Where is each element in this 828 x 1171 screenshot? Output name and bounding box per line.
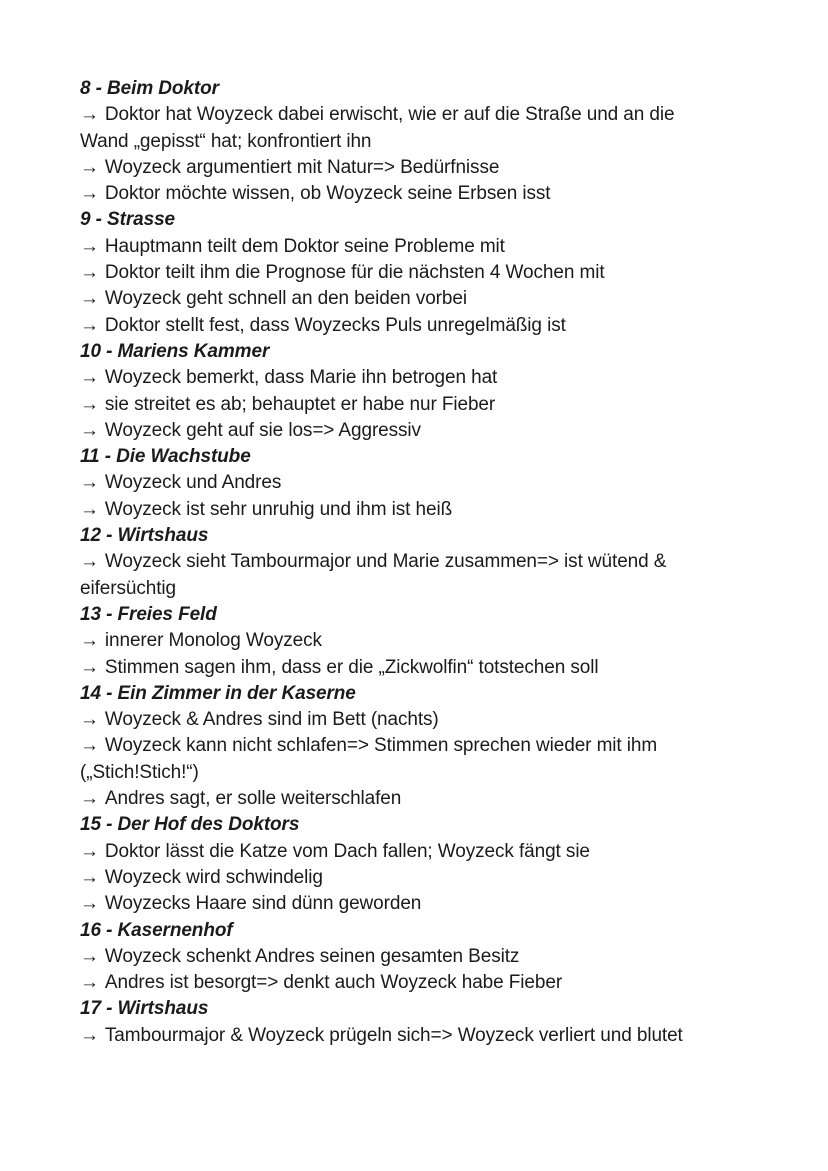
bullet-line — [80, 470, 721, 496]
arrow-bullet-icon: → — [80, 840, 99, 862]
bullet-line — [80, 155, 721, 181]
document-body — [80, 76, 721, 1049]
bullet-text: Woyzeck geht schnell an den beiden vorbei — [104, 288, 467, 310]
bullet-line — [80, 970, 721, 996]
bullet-line — [80, 733, 721, 786]
arrow-bullet-icon: → — [80, 104, 99, 126]
arrow-bullet-icon: → — [80, 972, 99, 994]
bullet-text: Stimmen sagen ihm, dass er die „Zickwolfin“ totstechen soll — [104, 656, 599, 678]
bullet-line — [80, 392, 721, 418]
arrow-bullet-icon: → — [80, 393, 99, 415]
arrow-bullet-icon: → — [80, 945, 99, 967]
arrow-bullet-icon: → — [80, 288, 99, 310]
bullet-text: Woyzeck geht auf sie los=> Aggressiv — [104, 419, 421, 441]
arrow-bullet-icon: → — [80, 709, 99, 731]
arrow-bullet-icon: → — [80, 419, 99, 441]
bullet-line — [80, 839, 721, 865]
scene-heading: 12 - Wirtshaus — [80, 525, 209, 547]
arrow-bullet-icon: → — [80, 183, 99, 205]
scene-heading: 13 - Freies Feld — [80, 603, 217, 625]
bullet-text: Woyzeck schenkt Andres seinen gesamten Besitz — [104, 945, 520, 967]
bullet-line — [80, 365, 721, 391]
arrow-bullet-icon: → — [80, 235, 99, 257]
bullet-line — [80, 655, 721, 681]
bullet-text: Doktor stellt fest, dass Woyzecks Puls unregelmäßig ist — [104, 314, 566, 336]
bullet-text: Doktor teilt ihm die Prognose für die nächsten 4 Wochen mit — [104, 262, 605, 284]
bullet-text: Doktor lässt die Katze vom Dach fallen; Woyzeck fängt sie — [104, 840, 590, 862]
bullet-text: Hauptmann teilt dem Doktor seine Probleme mit — [104, 235, 505, 257]
bullet-text: Andres sagt, er solle weiterschlafen — [104, 788, 402, 810]
arrow-bullet-icon: → — [80, 735, 99, 757]
bullet-line — [80, 497, 721, 523]
scene-heading: 14 - Ein Zimmer in der Kaserne — [80, 682, 356, 704]
bullet-text: Woyzeck bemerkt, dass Marie ihn betrogen hat — [104, 367, 498, 389]
arrow-bullet-icon: → — [80, 866, 99, 888]
arrow-bullet-icon: → — [80, 1024, 99, 1046]
bullet-text: Woyzeck argumentiert mit Natur=> Bedürfnisse — [104, 156, 500, 178]
arrow-bullet-icon: → — [80, 498, 99, 520]
bullet-line — [80, 707, 721, 733]
bullet-line — [80, 181, 721, 207]
bullet-line — [80, 286, 721, 312]
bullet-text: Woyzeck & Andres sind im Bett (nachts) — [104, 709, 439, 731]
scene-heading: 8 - Beim Doktor — [80, 78, 219, 99]
bullet-text: Woyzecks Haare sind dünn geworden — [104, 893, 422, 915]
arrow-bullet-icon: → — [80, 630, 99, 652]
scene-heading: 15 - Der Hof des Doktors — [80, 814, 300, 836]
scene-heading: 16 - Kasernenhof — [80, 919, 233, 941]
bullet-text: sie streitet es ab; behauptet er habe nur Fieber — [104, 393, 496, 415]
bullet-text: innerer Monolog Woyzeck — [104, 630, 322, 652]
scene-heading: 11 - Die Wachstube — [80, 446, 251, 468]
arrow-bullet-icon: → — [80, 472, 99, 494]
bullet-line — [80, 628, 721, 654]
bullet-text: Andres ist besorgt=> denkt auch Woyzeck habe Fieber — [104, 972, 563, 994]
bullet-line — [80, 418, 721, 444]
bullet-line — [80, 260, 721, 286]
bullet-text: Doktor hat Woyzeck dabei erwischt, wie er auf die Straße und an die Wand „gepisst“ hat; konfrontiert ihn — [80, 104, 675, 152]
bullet-text: Tambourmajor & Woyzeck prügeln sich=> Woyzeck verliert und blutet — [104, 1024, 683, 1046]
bullet-text: Woyzeck wird schwindelig — [104, 866, 323, 888]
bullet-text: Woyzeck ist sehr unruhig und ihm ist heiß — [104, 498, 453, 520]
arrow-bullet-icon: → — [80, 656, 99, 678]
scene-heading: 10 - Mariens Kammer — [80, 340, 270, 362]
bullet-line — [80, 549, 721, 602]
arrow-bullet-icon: → — [80, 314, 99, 336]
bullet-text: Woyzeck sieht Tambourmajor und Marie zusammen=> ist wütend & eifersüchtig — [80, 551, 667, 599]
bullet-line — [80, 313, 721, 339]
scene-heading: 17 - Wirtshaus — [80, 998, 209, 1020]
bullet-text: Doktor möchte wissen, ob Woyzeck seine Erbsen isst — [104, 183, 551, 205]
bullet-text: Woyzeck und Andres — [104, 472, 282, 494]
bullet-line — [80, 1023, 721, 1049]
arrow-bullet-icon: → — [80, 262, 99, 284]
bullet-line — [80, 865, 721, 891]
bullet-line — [80, 234, 721, 260]
bullet-line — [80, 891, 721, 917]
bullet-line — [80, 102, 721, 155]
bullet-line — [80, 944, 721, 970]
arrow-bullet-icon: → — [80, 156, 99, 178]
arrow-bullet-icon: → — [80, 788, 99, 810]
arrow-bullet-icon: → — [80, 551, 99, 573]
bullet-line — [80, 786, 721, 812]
scene-heading: 9 - Strasse — [80, 209, 176, 231]
bullet-text: Woyzeck kann nicht schlafen=> Stimmen sprechen wieder mit ihm („Stich!Stich!“) — [80, 735, 658, 783]
arrow-bullet-icon: → — [80, 367, 99, 389]
arrow-bullet-icon: → — [80, 893, 99, 915]
